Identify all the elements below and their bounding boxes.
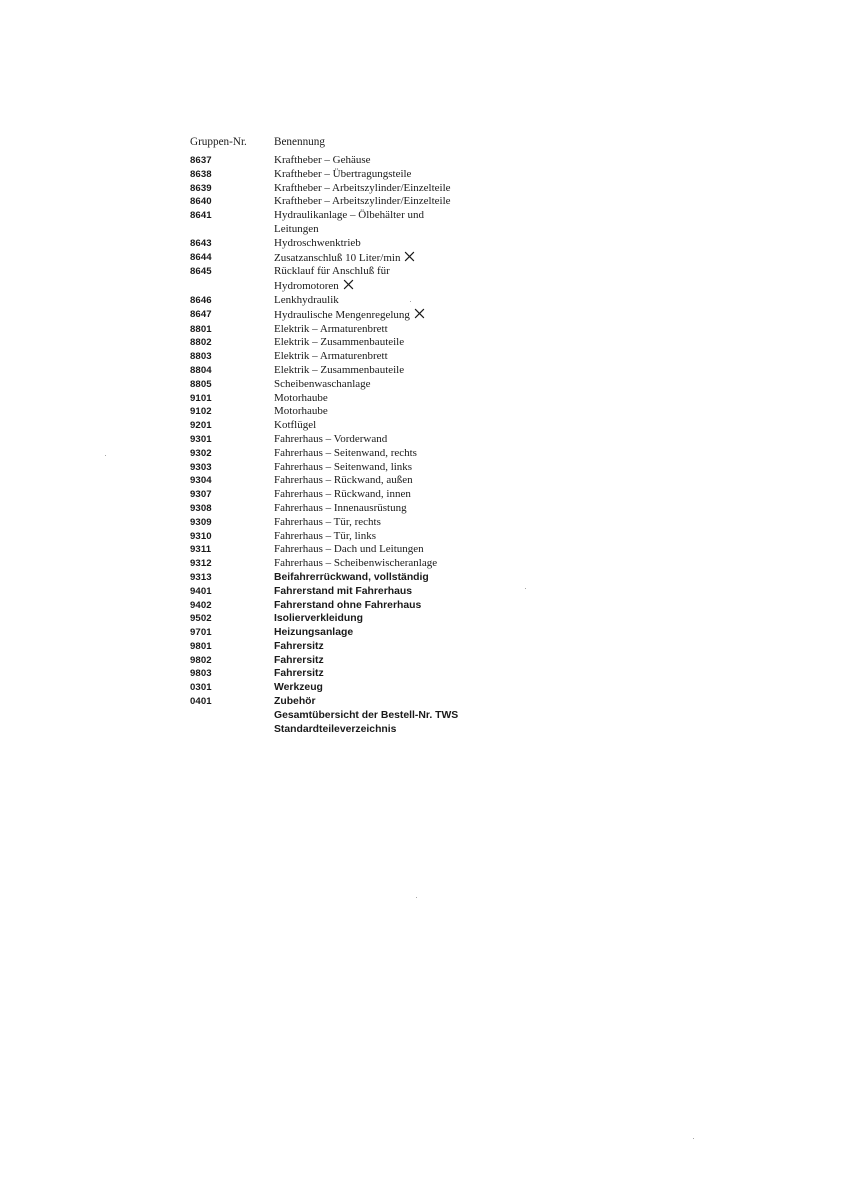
group-name-line [274, 223, 530, 237]
group-name [274, 557, 530, 571]
group-name-text: Elektrik – Zusammenbauteile [274, 336, 405, 349]
index-row [190, 557, 530, 571]
group-number: 8802 [190, 337, 212, 349]
group-number: 9801 [190, 640, 212, 652]
index-row [190, 209, 530, 237]
group-name [274, 723, 530, 737]
group-number: 9701 [190, 627, 212, 639]
group-name-line [274, 350, 530, 364]
group-name-line [274, 195, 530, 209]
group-number: 8639 [190, 182, 212, 194]
group-name-text: Fahrerhaus – Innenausrüstung [274, 501, 407, 514]
index-row [190, 251, 530, 266]
group-name-line [274, 336, 530, 350]
group-number: 0301 [190, 682, 212, 694]
group-name-line [274, 502, 530, 516]
group-name-line [274, 516, 530, 530]
group-name [274, 237, 530, 251]
group-number: 8804 [190, 364, 212, 376]
group-name [274, 474, 530, 488]
group-number: 9402 [190, 599, 212, 611]
group-name-text: Kraftheber – Arbeitszylinder/Einzelteile [274, 195, 451, 208]
group-name-line [274, 681, 530, 695]
group-name-line [274, 182, 530, 196]
group-name [274, 695, 530, 709]
index-row [190, 695, 530, 709]
group-name-text: Werkzeug [274, 682, 323, 694]
group-name-line [274, 571, 530, 585]
group-name-text: Fahrerhaus – Tür, rechts [274, 515, 381, 528]
group-name-text: Fahrerhaus – Dach und Leitungen [274, 543, 424, 556]
index-row [190, 612, 530, 626]
parts-group-index [190, 154, 530, 736]
group-name [274, 667, 530, 681]
index-row [190, 571, 530, 585]
group-name-text: Zubehör [274, 696, 316, 708]
index-row [190, 294, 530, 308]
group-number-column-header: Gruppen-Nr. [190, 136, 247, 148]
group-name-line [274, 154, 530, 168]
group-name-line [274, 709, 530, 723]
index-row [190, 154, 530, 168]
index-row [190, 378, 530, 392]
group-name-line [274, 265, 530, 279]
group-name [274, 364, 530, 378]
group-name [274, 419, 530, 433]
group-number: 9303 [190, 461, 212, 473]
group-name [274, 392, 530, 406]
group-name-text: Kraftheber – Gehäuse [274, 154, 371, 166]
index-row [190, 461, 530, 475]
group-name-text: Elektrik – Armaturenbrett [274, 350, 388, 363]
group-number: 9308 [190, 502, 212, 514]
group-number: 9301 [190, 433, 212, 445]
group-name [274, 681, 530, 695]
group-name-line [274, 530, 530, 544]
group-name-text: Fahrersitz [274, 654, 324, 666]
name-column-header: Benennung [274, 136, 325, 148]
group-number: 8801 [190, 323, 212, 335]
group-number: 8643 [190, 237, 212, 249]
index-row [190, 681, 530, 695]
group-name-text: Fahrersitz [274, 640, 324, 652]
index-row [190, 195, 530, 209]
index-row [190, 640, 530, 654]
group-number: 9307 [190, 489, 212, 501]
group-name-text: Beifahrerrückwand, vollständig [274, 571, 429, 583]
group-name [274, 516, 530, 530]
index-row [190, 626, 530, 640]
group-name-text: Kraftheber – Arbeitszylinder/Einzelteile [274, 181, 451, 194]
group-number: 8805 [190, 378, 212, 390]
group-name-text: Kraftheber – Übertragungsteile [274, 167, 412, 180]
group-name-line [274, 723, 530, 737]
group-name [274, 599, 530, 613]
index-row [190, 488, 530, 502]
index-row [190, 543, 530, 557]
index-row [190, 237, 530, 251]
group-name-line [274, 209, 530, 223]
cross-icon [404, 251, 415, 262]
group-name [274, 502, 530, 516]
group-number: 8803 [190, 351, 212, 363]
group-name-text: Gesamtübersicht der Bestell-Nr. TWS [274, 709, 459, 721]
group-number: 9311 [190, 544, 212, 556]
scan-speck [693, 1138, 694, 1139]
group-name-text: Fahrerhaus – Seitenwand, links [274, 460, 413, 473]
group-number: 9201 [190, 420, 212, 432]
index-row [190, 502, 530, 516]
group-name-line [274, 461, 530, 475]
index-row [190, 405, 530, 419]
group-number: 9101 [190, 392, 212, 404]
group-number: 8645 [190, 266, 212, 278]
group-name-line [274, 667, 530, 681]
group-name [274, 378, 530, 392]
index-row [190, 447, 530, 461]
group-name-text: Lenkhydraulik [274, 293, 339, 306]
group-name-line [274, 447, 530, 461]
cross-icon [343, 279, 354, 290]
group-name [274, 612, 530, 626]
index-row [190, 585, 530, 599]
group-name-line [274, 626, 530, 640]
group-name-line [274, 251, 530, 266]
group-number: 9313 [190, 571, 212, 583]
index-row [190, 709, 530, 723]
group-name-line [274, 279, 530, 294]
group-name-text: Fahrerhaus – Vorderwand [274, 432, 388, 445]
group-name-text: Fahrerhaus – Tür, links [274, 529, 377, 542]
group-name-line [274, 654, 530, 668]
cross-icon [414, 308, 425, 319]
group-name-line [274, 474, 530, 488]
group-name-text: Kotflügel [274, 419, 317, 432]
group-name [274, 182, 530, 196]
group-name [274, 585, 530, 599]
index-row [190, 364, 530, 378]
group-number: 8644 [190, 251, 212, 263]
group-number: 8640 [190, 196, 212, 208]
group-name-line [274, 433, 530, 447]
group-number: 8638 [190, 168, 212, 180]
index-row [190, 323, 530, 337]
group-name-text: Zusatzanschluß 10 Liter/min [274, 251, 401, 264]
index-row [190, 336, 530, 350]
group-name-text: Leitungen [274, 222, 319, 235]
group-name [274, 654, 530, 668]
group-name-text: Motorhaube [274, 391, 328, 404]
group-name [274, 488, 530, 502]
group-name-text: Scheibenwaschanlage [274, 377, 371, 390]
group-name-text: Fahrerstand ohne Fahrerhaus [274, 599, 422, 611]
group-name-line [274, 543, 530, 557]
scan-speck [105, 455, 106, 456]
group-name-text: Fahrerstand mit Fahrerhaus [274, 585, 413, 597]
group-name [274, 168, 530, 182]
group-name [274, 626, 530, 640]
group-name-line [274, 392, 530, 406]
group-name [274, 405, 530, 419]
group-name-line [274, 419, 530, 433]
group-number: 8647 [190, 308, 212, 320]
group-name-line [274, 308, 530, 323]
group-number: 9803 [190, 668, 212, 680]
group-name [274, 447, 530, 461]
group-name-text: Standardteileverzeichnis [274, 723, 397, 735]
group-name [274, 265, 530, 294]
group-number: 0401 [190, 696, 212, 708]
group-name-text: Hydroschwenktrieb [274, 236, 361, 249]
group-name-text: Rücklauf für Anschluß für [274, 265, 390, 278]
group-name [274, 323, 530, 337]
group-name-text: Hydromotoren [274, 280, 339, 293]
group-number: 9312 [190, 558, 212, 570]
group-name-text: Fahrersitz [274, 668, 324, 680]
group-name [274, 543, 530, 557]
group-name [274, 709, 530, 723]
group-name [274, 336, 530, 350]
index-row [190, 599, 530, 613]
group-name-text: Elektrik – Armaturenbrett [274, 322, 388, 335]
group-name [274, 195, 530, 209]
group-name-text: Hydraulische Mengenregelung [274, 308, 410, 321]
group-name [274, 209, 530, 237]
group-name-line [274, 640, 530, 654]
group-name-line [274, 294, 530, 308]
index-row [190, 182, 530, 196]
group-name-text: Motorhaube [274, 405, 328, 418]
group-name [274, 461, 530, 475]
index-row [190, 419, 530, 433]
group-name-line [274, 585, 530, 599]
group-name-line [274, 599, 530, 613]
group-number: 8637 [190, 155, 212, 166]
group-number: 8641 [190, 210, 212, 222]
index-row [190, 308, 530, 323]
group-number: 8646 [190, 294, 212, 306]
group-number: 9309 [190, 516, 212, 528]
group-name-text: Elektrik – Zusammenbauteile [274, 363, 405, 376]
group-name [274, 433, 530, 447]
group-name-text: Fahrerhaus – Rückwand, innen [274, 488, 411, 501]
group-name-text: Heizungsanlage [274, 627, 354, 639]
group-name [274, 640, 530, 654]
group-name-line [274, 323, 530, 337]
group-number: 9102 [190, 406, 212, 418]
group-name [274, 571, 530, 585]
group-name-text: Isolierverkleidung [274, 613, 363, 625]
index-row [190, 265, 530, 294]
index-row [190, 516, 530, 530]
group-number: 9304 [190, 475, 212, 487]
group-name [274, 350, 530, 364]
index-row [190, 723, 530, 737]
group-name-line [274, 612, 530, 626]
group-name-line [274, 695, 530, 709]
group-number: 9310 [190, 530, 212, 542]
group-number: 9802 [190, 654, 212, 666]
group-name [274, 308, 530, 323]
group-number: 9401 [190, 585, 212, 597]
group-name [274, 530, 530, 544]
index-row [190, 392, 530, 406]
group-name-text: Fahrerhaus – Seitenwand, rechts [274, 446, 417, 459]
index-row [190, 433, 530, 447]
group-number: 9502 [190, 613, 212, 625]
group-name-line [274, 557, 530, 571]
index-row [190, 474, 530, 488]
index-row [190, 654, 530, 668]
group-name-line [274, 378, 530, 392]
group-name [274, 294, 530, 308]
group-name [274, 251, 530, 266]
index-row [190, 530, 530, 544]
group-name-line [274, 237, 530, 251]
group-number: 9302 [190, 447, 212, 459]
group-name-line [274, 488, 530, 502]
group-name-line [274, 364, 530, 378]
group-name-text: Hydraulikanlage – Ölbehälter und [274, 209, 424, 222]
group-name-text: Fahrerhaus – Rückwand, außen [274, 474, 413, 487]
index-row [190, 667, 530, 681]
index-row [190, 168, 530, 182]
index-row [190, 350, 530, 364]
group-name-text: Fahrerhaus – Scheibenwischeranlage [274, 557, 438, 570]
scan-speck [416, 897, 417, 898]
group-name [274, 154, 530, 168]
group-name-line [274, 405, 530, 419]
group-name-line [274, 168, 530, 182]
